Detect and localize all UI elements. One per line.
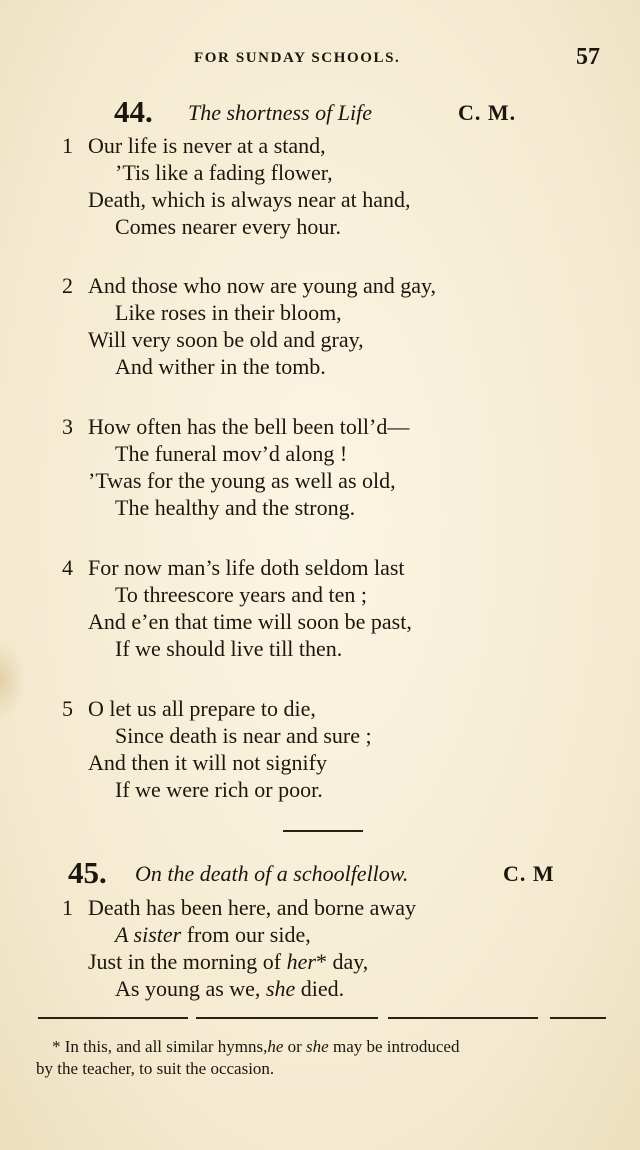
verse-number: 2 — [62, 273, 73, 298]
verse-line: O let us all prepare to die, — [88, 696, 316, 721]
hymn-44-heading — [0, 94, 640, 134]
text-run: may be introduced — [328, 1037, 460, 1056]
hymn-number: 45. — [68, 855, 107, 890]
italic-word: A sister — [115, 922, 182, 947]
verse-number: 1 — [62, 895, 73, 920]
verse-line: ’Tis like a fading flower, — [115, 160, 333, 185]
verse-number: 1 — [62, 133, 73, 158]
verse-line: Death has been here, and borne away — [88, 895, 417, 920]
hymn-meter: C. M. — [458, 100, 517, 125]
footnote-line: by the teacher, to suit the occasion. — [36, 1059, 275, 1078]
verse-number: 5 — [62, 696, 73, 721]
verse-line: How often has the bell been toll’d— — [88, 414, 410, 439]
verse-line: And those who now are young and gay, — [88, 273, 437, 298]
text-run: died. — [295, 976, 345, 1001]
verse-line — [88, 948, 368, 975]
verse-line: Our life is never at a stand, — [88, 133, 326, 158]
page-stain — [0, 640, 26, 720]
verse-line: Will very soon be old and gray, — [88, 327, 364, 352]
verse-line: Since death is near and sure ; — [115, 723, 372, 748]
hymn-number: 44. — [114, 94, 153, 129]
verse-line: To threescore years and ten ; — [115, 582, 367, 607]
verse-number: 3 — [62, 414, 73, 439]
text-run: from our side, — [181, 922, 311, 947]
italic-word: he — [267, 1037, 284, 1056]
verse-line: The healthy and the strong. — [115, 495, 356, 520]
verse-line: The funeral mov’d along ! — [115, 441, 348, 466]
verse-number: 4 — [62, 555, 73, 580]
footnote-rule — [38, 1017, 606, 1019]
footnote-line — [52, 1036, 459, 1058]
running-head — [0, 44, 640, 74]
italic-word: she — [306, 1037, 329, 1056]
verse-line — [115, 975, 344, 1002]
verse-line — [115, 921, 311, 948]
hymn-title: The shortness of Life — [188, 100, 372, 125]
verse-line: Like roses in their bloom, — [115, 300, 342, 325]
hymn-title: On the death of a schoolfellow. — [135, 861, 409, 886]
text-run: As young as we, — [115, 976, 266, 1001]
page-number: 57 — [576, 44, 600, 70]
verse-line: Comes nearer every hour. — [115, 214, 342, 239]
verse-line: For now man’s life doth seldom last — [88, 555, 405, 580]
running-title: FOR SUNDAY SCHOOLS. — [194, 50, 401, 66]
hymn-separator-rule — [283, 830, 363, 832]
text-run: * day, — [315, 949, 369, 974]
verse-line: And wither in the tomb. — [115, 354, 326, 379]
hymn-meter: C. M — [503, 861, 555, 886]
text-run: or — [283, 1037, 307, 1056]
verse-line: And e’en that time will soon be past, — [88, 609, 412, 634]
verse-line: And then it will not signify — [88, 750, 327, 775]
verse-line: ’Twas for the young as well as old, — [88, 468, 396, 493]
text-run: * In this, and all similar hymns, — [52, 1037, 268, 1056]
verse-line: If we were rich or poor. — [115, 777, 323, 802]
verse-line: Death, which is always near at hand, — [88, 187, 411, 212]
italic-word: her — [286, 949, 316, 974]
verse-line: If we should live till then. — [115, 636, 343, 661]
italic-word: she — [265, 976, 296, 1001]
hymn-45-heading — [0, 855, 640, 895]
text-run: Just in the morning of — [88, 949, 287, 974]
